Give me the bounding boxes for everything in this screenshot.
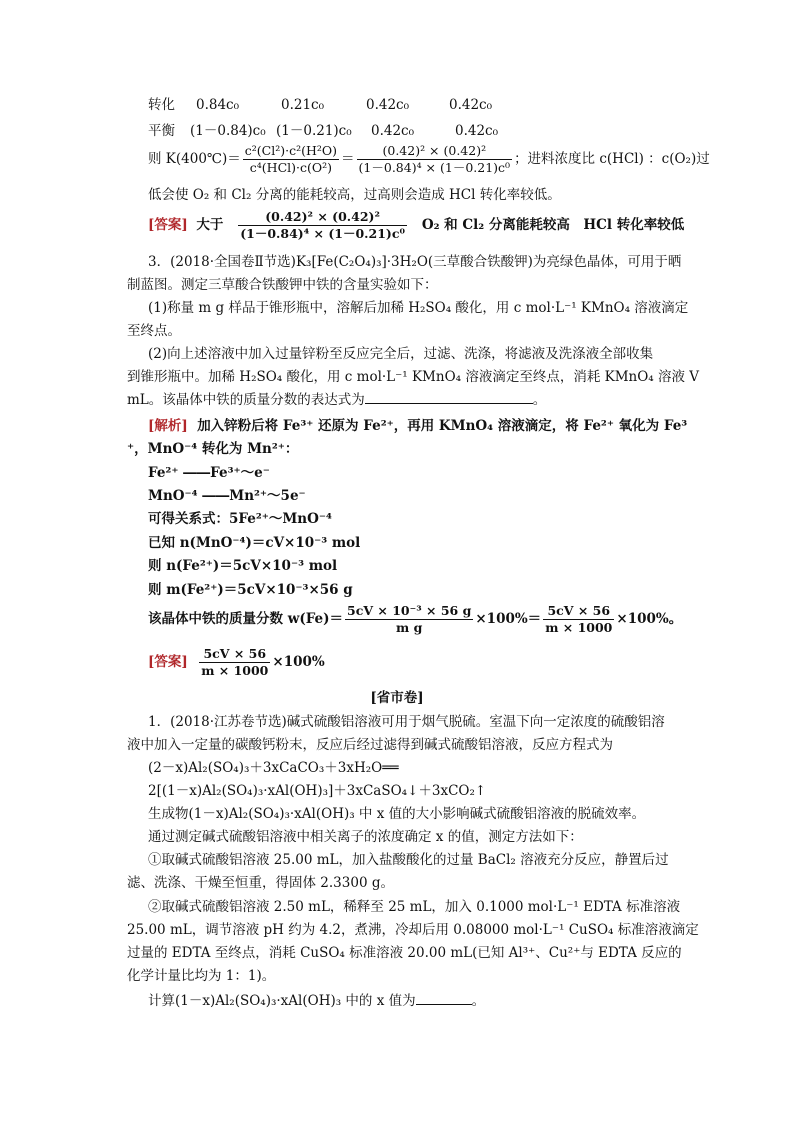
analysis-formula: [148, 603, 682, 636]
analysis-line: 则 n(Fe²⁺)＝5cV×10⁻³ mol: [148, 558, 338, 574]
analysis-line: 则 m(Fe²⁺)＝5cV×10⁻³×56 g: [148, 582, 353, 598]
answer-text: ×100%: [272, 654, 325, 670]
fraction-denominator: m g: [396, 620, 423, 635]
conversion-value: 0.42c₀: [449, 97, 493, 113]
q3-line: 至终点。: [127, 323, 181, 339]
q3-line-text: mL。该晶体中铁的质量分数的表达式为: [127, 392, 365, 408]
k-fraction-symbolic: [243, 143, 339, 176]
equilibrium-value: (1－0.84)c₀: [190, 123, 266, 139]
q1-line: 生成物(1－x)Al₂(SO₄)₃·xAl(OH)₃ 中 x 值的大小影响碱式硫酸铝溶液的脱硫效率。: [148, 806, 646, 822]
mass-fraction-2: [543, 603, 614, 636]
q1-line: 25.00 mL，调节溶液 pH 约为 4.2，煮沸，冷却后用 0.08000 mol·L⁻¹ CuSO₄ 标准溶液滴定: [127, 922, 699, 938]
k-fraction-numeric: [357, 143, 513, 176]
conversion-value: 0.42c₀: [366, 97, 410, 113]
q1-line: 通过测定碱式硫酸铝溶液中相关离子的浓度确定 x 的值，测定方法如下：: [148, 829, 583, 845]
formula-prefix: 该晶体中铁的质量分数 w(Fe)＝: [148, 611, 344, 627]
analysis-line: Fe²⁺ ――Fe³⁺～e⁻: [148, 465, 270, 481]
q1-equation: 2[(1－x)Al₂(SO₄)₃·xAl(OH)₃]＋3xCaSO₄↓＋3xCO₂↑: [148, 783, 487, 799]
fraction-denominator: (1－0.84)⁴ × (1－0.21)c⁰: [358, 160, 511, 175]
answer-block: [148, 646, 325, 679]
fraction-denominator: c⁴(HCl)·c(O²): [249, 160, 333, 175]
q1-line-end: 。: [471, 993, 486, 1009]
q3-line: 到锥形瓶中。加稀 H₂SO₄ 酸化，用 c mol·L⁻¹ KMnO₄ 溶液滴定至终点，消耗 KMnO₄ 溶液 V: [127, 369, 700, 385]
fraction-denominator: m × 1000: [545, 620, 613, 635]
analysis-text: 加入锌粉后将 Fe³⁺ 还原为 Fe²⁺，再用 KMnO₄ 溶液滴定，将 Fe²⁺ 氧化为 Fe³: [197, 418, 688, 434]
fraction-numerator: 5cV × 56: [199, 646, 270, 663]
equilibrium-value: 0.42c₀: [455, 123, 499, 139]
answer-tag: [答案]: [148, 217, 188, 233]
fraction-numerator: 5cV × 10⁻³ × 56 g: [347, 603, 472, 618]
k-expression: [148, 143, 710, 176]
fraction-numerator: 5cV × 56: [543, 603, 614, 620]
q1-equation: (2－x)Al₂(SO₄)₃＋3xCaCO₃＋3xH₂O══: [148, 760, 399, 776]
analysis-line: [148, 417, 687, 435]
q3-line: [127, 391, 546, 409]
equilibrium-value: (1－0.21)c₀: [276, 123, 352, 139]
q1-line-text: 计算(1－x)Al₂(SO₄)₃·xAl(OH)₃ 中的 x 值为: [148, 993, 416, 1009]
q1-line: 过量的 EDTA 至终点，消耗 CuSO₄ 标准溶液 20.00 mL(已知 Al³⁺、Cu²⁺与 EDTA 反应的: [127, 945, 682, 961]
mass-fraction-1: [345, 603, 473, 636]
formula-end: ×100%。: [616, 611, 683, 627]
q1-line: ②取碱式硫酸铝溶液 2.50 mL，稀释至 25 mL，加入 0.1000 mol·L⁻¹ EDTA 标准溶液: [148, 899, 681, 915]
q3-line: 制蓝图。测定三草酸合铁酸钾中铁的含量实验如下：: [127, 277, 438, 293]
answer-text: 大于: [196, 217, 224, 233]
q3-line: (2)向上述溶液中加入过量锌粉至反应完全后，过滤、洗涤，将滤液及洗涤液全部收集: [148, 346, 654, 362]
answer-text: O₂ 和 Cl₂ 分离能耗较高 HCl 转化率较低: [421, 217, 685, 233]
formula-mid: ×100%＝: [475, 611, 542, 627]
equals-sign: ＝: [341, 151, 355, 167]
conversion-value: 0.21c₀: [281, 97, 325, 113]
k-suffix: ；进料浓度比 c(HCl) ：c(O₂)过: [514, 151, 710, 167]
analysis-line: 已知 n(MnO⁻⁴)＝cV×10⁻³ mol: [148, 535, 361, 551]
analysis-line: ⁺，MnO⁻⁴ 转化为 Mn²⁺：: [127, 441, 299, 457]
q1-line: 液中加入一定量的碳酸钙粉末，反应后经过滤得到碱式硫酸铝溶液，反应方程式为: [127, 737, 613, 753]
equilibrium-value: 0.42c₀: [371, 123, 415, 139]
answer-tag: [答案]: [148, 654, 188, 670]
analysis-tag: [解析]: [148, 418, 188, 434]
fraction-denominator: (1－0.84)⁴ × (1－0.21)c⁰: [240, 226, 405, 241]
q1-line: [148, 992, 485, 1010]
q1-line: 化学计量比均为 1：1)。: [127, 968, 276, 984]
fraction-numerator: (0.42)² × (0.42)²: [238, 209, 407, 226]
answer-fraction: [199, 646, 270, 679]
q1-line: ①取碱式硫酸铝溶液 25.00 mL，加入盐酸酸化的过量 BaCl₂ 溶液充分反应，静置后过: [148, 852, 669, 868]
analysis-line: 可得关系式：5Fe²⁺～MnO⁻⁴: [148, 511, 332, 527]
conversion-value: 0.84c₀: [196, 97, 240, 113]
k-prefix: 则 K(400℃)＝: [148, 151, 241, 167]
fraction-numerator: (0.42)² × (0.42)²: [357, 143, 513, 160]
q1-line: 滤、洗涤、干燥至恒重，得固体 2.3300 g。: [127, 875, 394, 891]
q3-line: (1)称量 m g 样品于锥形瓶中，溶解后加稀 H₂SO₄ 酸化，用 c mol·L⁻¹ KMnO₄ 溶液滴定: [148, 300, 689, 316]
q3-line-end: 。: [532, 392, 547, 408]
conversion-label: 转化: [148, 97, 175, 113]
fraction-numerator: c²(Cl²)·c²(H²O): [244, 143, 338, 158]
fraction-denominator: m × 1000: [201, 663, 269, 678]
answer-blank: [416, 992, 472, 1005]
q3-line: 3．(2018·全国卷Ⅱ节选)K₃[Fe(C₂O₄)₃]·3H₂O(三草酸合铁酸钾)为亮绿色晶体，可用于晒: [148, 254, 682, 270]
k-explanation: 低会使 O₂ 和 Cl₂ 分离的能耗较高，过高则会造成 HCl 转化率较低。: [148, 187, 561, 203]
equilibrium-label: 平衡: [148, 123, 175, 139]
answer-blank: [365, 391, 533, 404]
answer-block: [148, 209, 684, 242]
section-title: [省市卷]: [370, 690, 424, 706]
q1-line: 1．(2018·江苏卷节选)碱式硫酸铝溶液可用于烟气脱硫。室温下向一定浓度的硫酸铝溶: [148, 714, 665, 730]
analysis-line: MnO⁻⁴ ――Mn²⁺～5e⁻: [148, 488, 306, 504]
answer-fraction: [238, 209, 407, 242]
